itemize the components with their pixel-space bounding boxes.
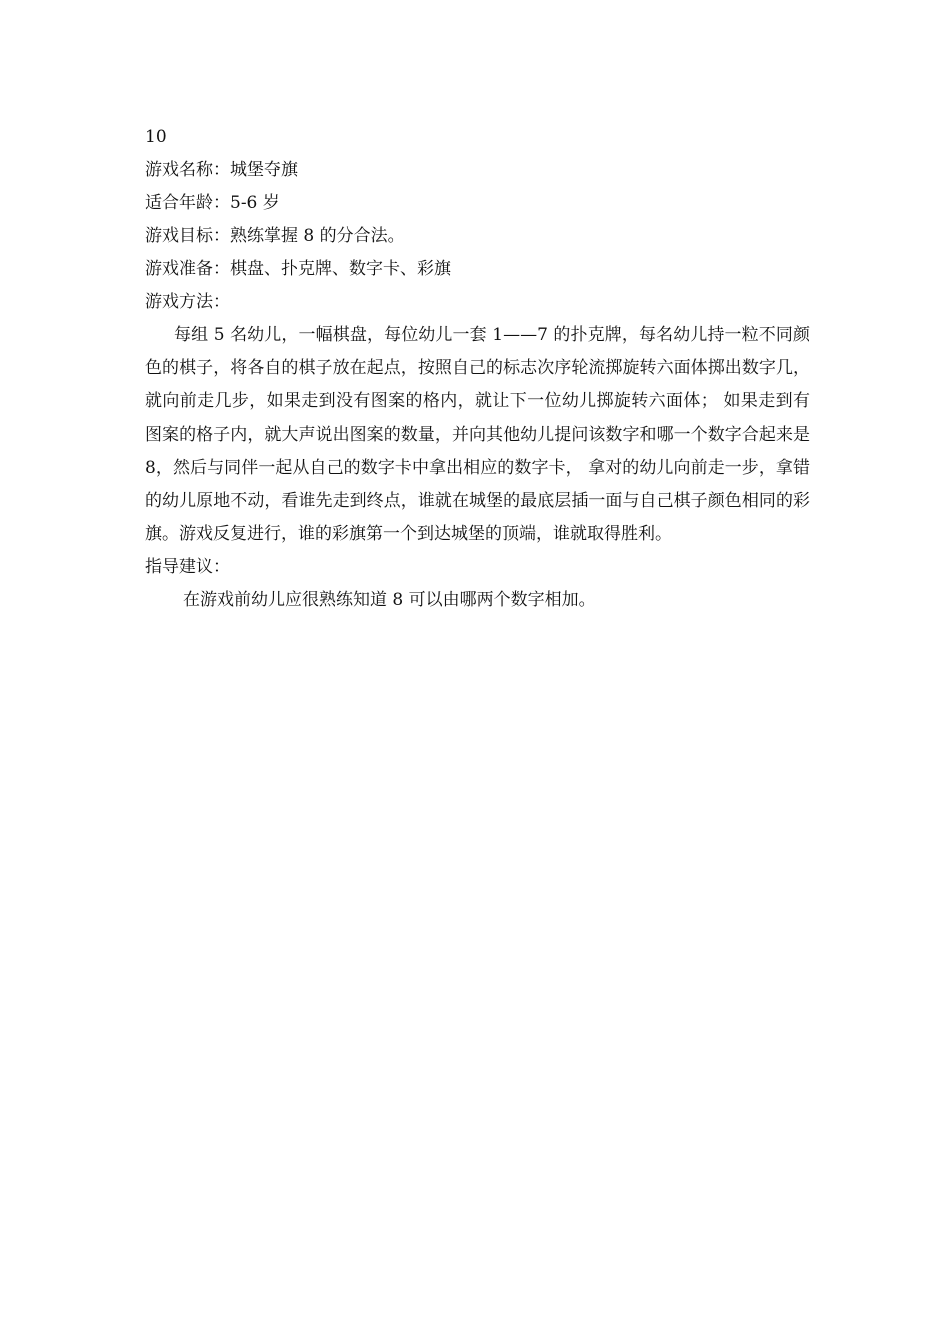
game-materials: 游戏准备：棋盘、扑克牌、数字卡、彩旗 xyxy=(145,259,451,279)
method-paragraph: 每组 5 名幼儿，一幅棋盘，每位幼儿一套 1——7 的扑克牌，每名幼儿持一粒不同颜色的棋子，将各自的棋子放在起点，按照自己的标志次序轮流掷旋转六面体掷出数字几，就向前走几步，如果走到没有图案的格内，就让下一位幼儿掷旋转六面体； 如果走到有图案的格子内，就大声说出图案的数量，并向其他幼儿提问该数字和哪一个数字合起来是 8，然后与同伴一起从自己的数字卡中拿出相应的数字卡， 拿对的幼儿向前走一步，拿错的幼儿原地不动，看谁先走到终点，谁就在城堡的最底层插一面与自己棋子颜色相同的彩旗。游戏反复进行，谁的彩旗第一个到达城堡的顶端，谁就取得胜利。 xyxy=(145,325,810,545)
page-number: 10 xyxy=(145,127,167,147)
document-content xyxy=(145,121,810,617)
suitable-age: 适合年龄：5-6 岁 xyxy=(145,193,280,213)
game-name: 游戏名称：城堡夺旗 xyxy=(145,160,298,180)
guidance-paragraph: 在游戏前幼儿应很熟练知道 8 可以由哪两个数字相加。 xyxy=(183,590,596,611)
guidance-heading: 指导建议： xyxy=(145,557,230,578)
method-heading: 游戏方法： xyxy=(145,292,230,312)
game-goal: 游戏目标：熟练掌握 8 的分合法。 xyxy=(145,226,405,246)
